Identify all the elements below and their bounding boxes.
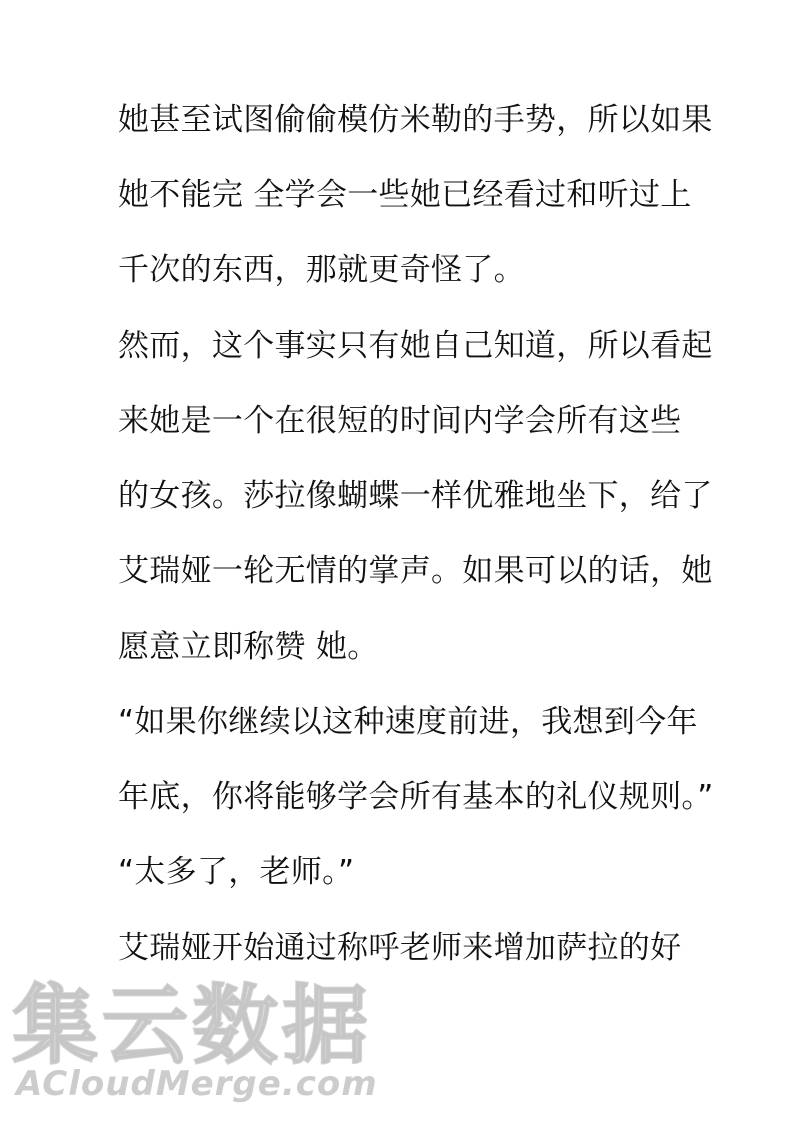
text-line-2: 她不能完 全学会一些她已经看过和听过上 xyxy=(118,177,692,213)
text-line-6: 的女孩。莎拉像蝴蝶一样优雅地坐下，给了 xyxy=(118,478,713,514)
watermark xyxy=(8,976,388,1116)
text-line-10: 年底，你将能够学会所有基本的礼仪规则。” xyxy=(118,779,714,815)
text-line-4: 然而，这个事实只有她自己知道，所以看起 xyxy=(118,328,713,364)
text-line-5: 来她是一个在很短的时间内学会所有这些 xyxy=(118,403,682,439)
text-line-9: “如果你继续以这种速度前进，我想到今年 xyxy=(118,704,698,740)
text-line-8: 愿意立即称赞 她。 xyxy=(118,629,379,665)
text-line-3: 千次的东西，那就更奇怪了。 xyxy=(118,252,525,288)
text-line-12: 艾瑞娅开始通过称呼老师来增加萨拉的好 xyxy=(118,930,682,966)
text-line-7: 艾瑞娅一轮无情的掌声。如果可以的话，她 xyxy=(118,553,713,589)
watermark-chinese: 集云数据 xyxy=(12,976,372,1076)
watermark-english: ACloudMerge.com xyxy=(16,1064,378,1104)
text-line-11: “太多了，老师。” xyxy=(118,854,355,890)
text-line-1: 她甚至试图偷偷模仿米勒的手势，所以如果 xyxy=(118,102,713,138)
